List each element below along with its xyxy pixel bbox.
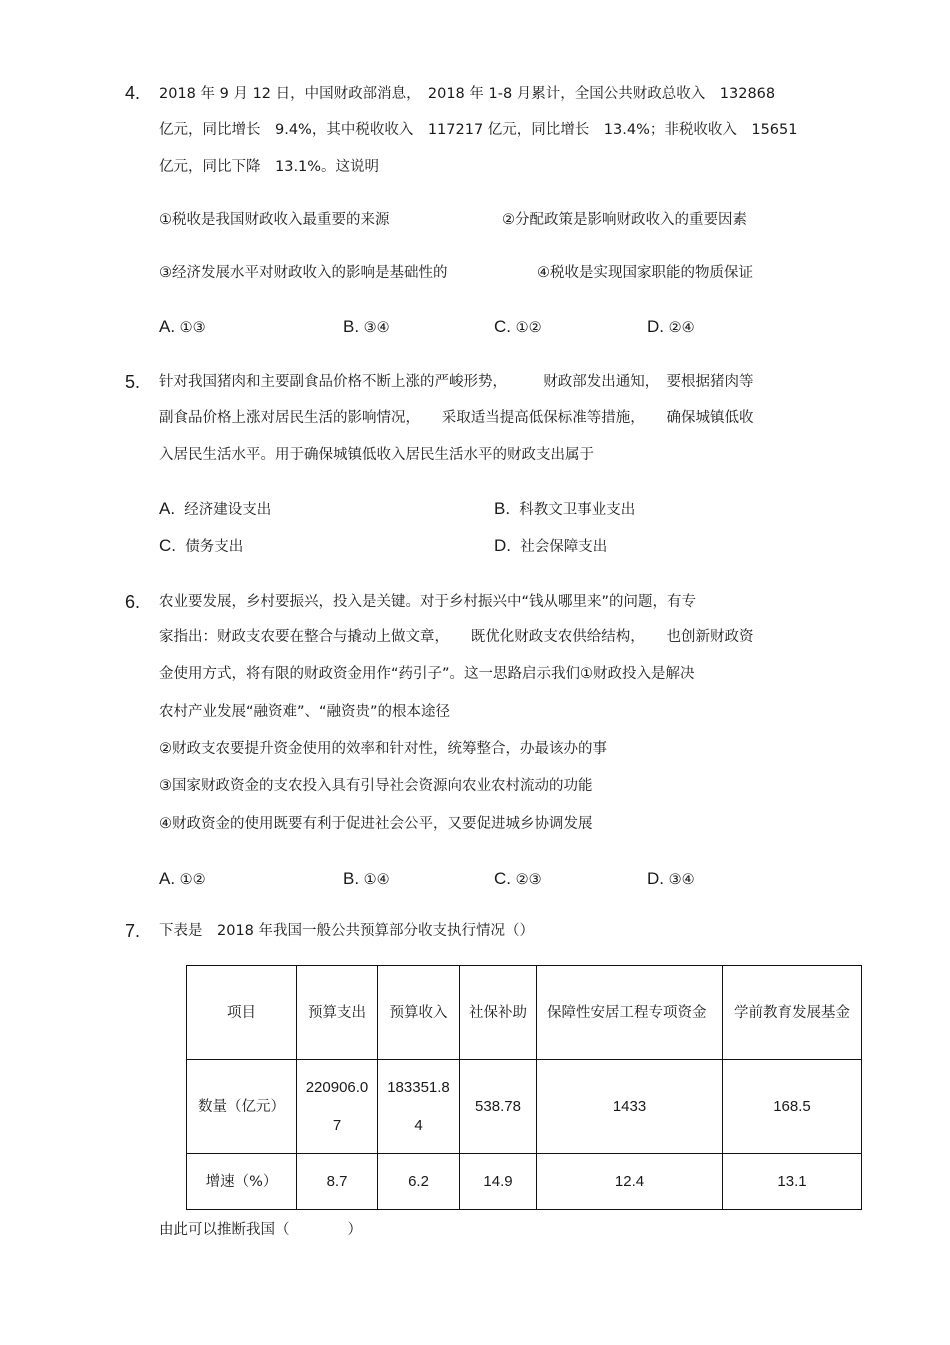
table-cell: 1433	[537, 1060, 723, 1154]
question-4-number: 4.	[125, 83, 141, 103]
question-6-line-4: 农村产业发展“融资难”、“融资贵”的根本途径	[159, 704, 451, 720]
question-6-statement-3: ③国家财政资金的支农投入具有引导社会资源向农业农村流动的功能	[159, 778, 593, 794]
option-text: 科教文卫事业支出	[519, 502, 636, 518]
question-4-line-2: 亿元，同比增长 9.4%，其中税收收入 117217 亿元，同比增长 13.4%；非税收收入 15651	[159, 122, 798, 138]
question-6-option-c	[494, 870, 542, 889]
option-text: ②④	[668, 320, 695, 336]
budget-table	[186, 965, 862, 1210]
question-6-option-d	[647, 870, 695, 889]
option-letter: B.	[494, 499, 511, 518]
table-header-cell: 项目	[187, 966, 297, 1060]
question-7-stem: 下表是 2018 年我国一般公共预算部分收支执行情况（）	[159, 923, 535, 939]
question-4-option-c	[494, 318, 542, 337]
option-letter: D.	[494, 536, 511, 555]
question-4-statement-4: ④税收是实现国家职能的物质保证	[537, 265, 753, 281]
table-header-row	[187, 966, 862, 1060]
option-text: ③④	[363, 320, 390, 336]
option-text: ①④	[363, 872, 390, 888]
question-7-number: 7.	[125, 921, 141, 941]
option-letter: C.	[494, 869, 511, 888]
question-5-line-1: 针对我国猪肉和主要副食品价格不断上涨的严峻形势， 财政部发出通知， 要根据猪肉等	[159, 374, 754, 390]
table-cell: 168.5	[723, 1060, 862, 1154]
option-letter: B.	[343, 317, 360, 336]
table-cell: 8.7	[297, 1154, 378, 1210]
question-4-option-a	[159, 318, 206, 337]
question-6-statement-4: ④财政资金的使用既要有利于促进社会公平，又要促进城乡协调发展	[159, 816, 593, 832]
table-header-cell: 保障性安居工程专项资金	[537, 966, 723, 1060]
question-5-option-a	[159, 500, 271, 519]
question-6-line-2: 家指出：财政支农要在整合与撬动上做文章， 既优化财政支农供给结构， 也创新财政资	[159, 629, 754, 645]
table-cell: 数量（亿元）	[187, 1060, 297, 1154]
question-5-option-d	[494, 537, 607, 556]
option-letter: C.	[494, 317, 511, 336]
table-header-cell: 社保补助	[460, 966, 537, 1060]
question-4-statement-2: ②分配政策是影响财政收入的重要因素	[502, 212, 747, 228]
table-header-cell: 预算支出	[297, 966, 378, 1060]
table-header-cell: 预算收入	[378, 966, 460, 1060]
option-letter: D.	[647, 869, 664, 888]
table-cell: 12.4	[537, 1154, 723, 1210]
option-text: ①②	[515, 320, 542, 336]
question-4-line-3: 亿元，同比下降 13.1%。这说明	[159, 159, 380, 175]
option-letter: A.	[159, 869, 176, 888]
question-5-line-2: 副食品价格上涨对居民生活的影响情况， 采取适当提高低保标准等措施， 确保城镇低收	[159, 410, 754, 426]
question-4-option-b	[343, 318, 390, 337]
table-cell: 增速（%）	[187, 1154, 297, 1210]
question-6-statement-2: ②财政支农要提升资金使用的效率和针对性，统筹整合，办最该办的事	[159, 741, 607, 757]
table-cell: 538.78	[460, 1060, 537, 1154]
option-letter: D.	[647, 317, 664, 336]
question-6-option-a	[159, 870, 206, 889]
question-4-option-d	[647, 318, 695, 337]
option-text: ①③	[179, 320, 206, 336]
question-5-number: 5.	[125, 372, 141, 392]
question-6-option-b	[343, 870, 390, 889]
question-6-line-3: 金使用方式，将有限的财政资金用作“药引子”。这一思路启示我们①财政投入是解决	[159, 666, 695, 682]
question-5-line-3: 入居民生活水平。用于确保城镇低收入居民生活水平的财政支出属于	[159, 447, 594, 463]
option-text: ③④	[668, 872, 695, 888]
question-4-statement-1: ①税收是我国财政收入最重要的来源	[159, 212, 390, 228]
question-5-option-c	[159, 537, 243, 556]
option-text: 债务支出	[185, 539, 244, 555]
option-letter: B.	[343, 869, 360, 888]
table-header-cell: 学前教育发展基金	[723, 966, 862, 1060]
question-5-option-b	[494, 500, 635, 519]
option-text: ②③	[515, 872, 542, 888]
table-cell: 14.9	[460, 1154, 537, 1210]
question-4-statement-3: ③经济发展水平对财政收入的影响是基础性的	[159, 265, 448, 281]
option-letter: A.	[159, 499, 176, 518]
table-row	[187, 1060, 862, 1154]
question-7-tail: 由此可以推断我国（ ）	[159, 1222, 362, 1238]
option-text: 社会保障支出	[520, 539, 608, 555]
option-text: 经济建设支出	[184, 502, 272, 518]
table-cell: 6.2	[378, 1154, 460, 1210]
option-letter: A.	[159, 317, 176, 336]
table-cell: 183351.84	[378, 1060, 460, 1154]
question-6-line-1: 农业要发展，乡村要振兴，投入是关键。对于乡村振兴中“钱从哪里来”的问题，有专	[159, 594, 697, 610]
table-cell: 13.1	[723, 1154, 862, 1210]
table-row	[187, 1154, 862, 1210]
option-text: ①②	[179, 872, 206, 888]
question-6-number: 6.	[125, 592, 141, 612]
question-4-line-1: 2018 年 9 月 12 日，中国财政部消息， 2018 年 1-8 月累计，全国公共财政总收入 132868	[159, 86, 776, 102]
table-cell: 220906.07	[297, 1060, 378, 1154]
option-letter: C.	[159, 536, 176, 555]
